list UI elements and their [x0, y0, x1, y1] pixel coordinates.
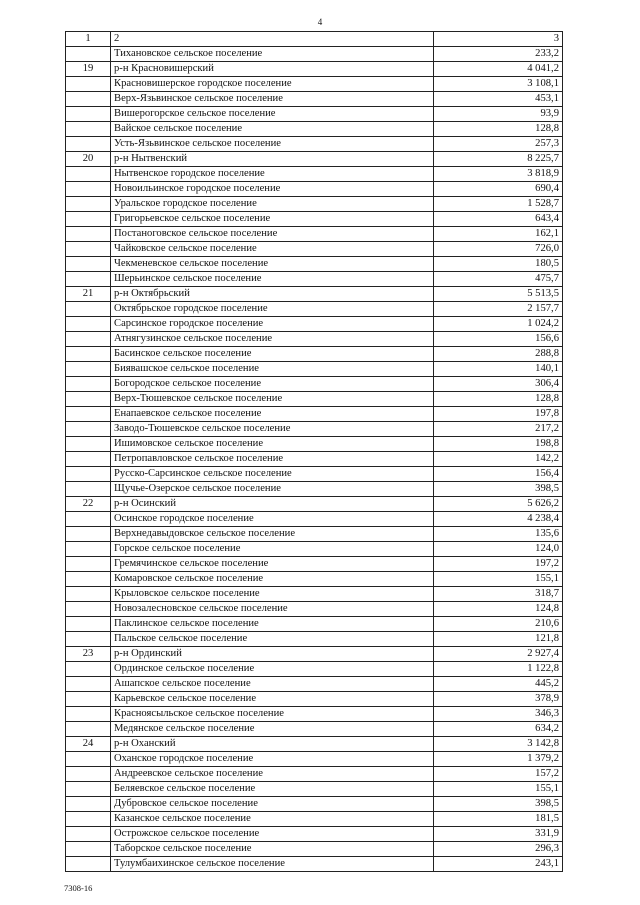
- row-number-cell: 22: [66, 497, 111, 512]
- row-number-cell: [66, 857, 111, 872]
- row-value-cell: 346,3: [434, 707, 563, 722]
- row-name-cell: Комаровское сельское поселение: [111, 572, 434, 587]
- row-value-cell: 5 626,2: [434, 497, 563, 512]
- row-name-cell: Новозалесновское сельское поселение: [111, 602, 434, 617]
- table-row: [66, 662, 563, 677]
- row-value-cell: 156,6: [434, 332, 563, 347]
- row-number-cell: [66, 212, 111, 227]
- row-number-cell: [66, 167, 111, 182]
- row-name-cell: Медянское сельское поселение: [111, 722, 434, 737]
- row-value-cell: 378,9: [434, 692, 563, 707]
- table-row: [66, 212, 563, 227]
- table-row: [66, 92, 563, 107]
- row-number-cell: [66, 827, 111, 842]
- row-number-cell: [66, 527, 111, 542]
- row-value-cell: 124,8: [434, 602, 563, 617]
- document-code: 7308-16: [64, 883, 93, 893]
- row-name-cell: Таборское сельское поселение: [111, 842, 434, 857]
- row-number-cell: [66, 197, 111, 212]
- table-row: [66, 602, 563, 617]
- row-value-cell: 140,1: [434, 362, 563, 377]
- row-number-cell: [66, 797, 111, 812]
- row-name-cell: Паклинское сельское поселение: [111, 617, 434, 632]
- row-number-cell: [66, 362, 111, 377]
- table-row: [66, 557, 563, 572]
- row-number-cell: [66, 722, 111, 737]
- table-row: [66, 542, 563, 557]
- table-row: [66, 422, 563, 437]
- table-row: [66, 137, 563, 152]
- row-number-cell: [66, 767, 111, 782]
- row-number-cell: [66, 182, 111, 197]
- row-value-cell: 4 041,2: [434, 62, 563, 77]
- row-number-cell: [66, 227, 111, 242]
- row-value-cell: 197,8: [434, 407, 563, 422]
- row-number-cell: [66, 812, 111, 827]
- table-header-row: [66, 32, 563, 47]
- row-value-cell: 128,8: [434, 122, 563, 137]
- table-row: [66, 497, 563, 512]
- row-value-cell: 398,5: [434, 797, 563, 812]
- table-row: [66, 47, 563, 62]
- row-number-cell: [66, 482, 111, 497]
- row-value-cell: 4 238,4: [434, 512, 563, 527]
- row-number-cell: [66, 842, 111, 857]
- row-value-cell: 243,1: [434, 857, 563, 872]
- row-name-cell: Вишерогорское сельское поселение: [111, 107, 434, 122]
- table-row: [66, 77, 563, 92]
- row-number-cell: [66, 422, 111, 437]
- row-value-cell: 296,3: [434, 842, 563, 857]
- row-number-cell: [66, 752, 111, 767]
- row-name-cell: Богородское сельское поселение: [111, 377, 434, 392]
- table-row: [66, 467, 563, 482]
- row-number-cell: [66, 692, 111, 707]
- row-name-cell: Крыловское сельское поселение: [111, 587, 434, 602]
- row-value-cell: 181,5: [434, 812, 563, 827]
- row-name-cell: р-н Нытвенский: [111, 152, 434, 167]
- row-value-cell: 128,8: [434, 392, 563, 407]
- row-value-cell: 398,5: [434, 482, 563, 497]
- row-name-cell: Осинское городское поселение: [111, 512, 434, 527]
- table-row: [66, 332, 563, 347]
- row-name-cell: Красновишерское городское поселение: [111, 77, 434, 92]
- row-name-cell: Ашапское сельское поселение: [111, 677, 434, 692]
- row-number-cell: [66, 47, 111, 62]
- row-number-cell: [66, 272, 111, 287]
- row-value-cell: 8 225,7: [434, 152, 563, 167]
- row-value-cell: 690,4: [434, 182, 563, 197]
- page-number: 4: [317, 17, 323, 27]
- table-row: [66, 152, 563, 167]
- row-value-cell: 3 818,9: [434, 167, 563, 182]
- table-row: [66, 122, 563, 137]
- row-value-cell: 2 927,4: [434, 647, 563, 662]
- row-number-cell: [66, 677, 111, 692]
- row-number-cell: 21: [66, 287, 111, 302]
- table-row: [66, 827, 563, 842]
- row-name-cell: Нытвенское городское поселение: [111, 167, 434, 182]
- row-number-cell: [66, 317, 111, 332]
- table-row: [66, 167, 563, 182]
- row-number-cell: [66, 122, 111, 137]
- row-name-cell: р-н Красновишерский: [111, 62, 434, 77]
- row-name-cell: Уральское городское поселение: [111, 197, 434, 212]
- row-name-cell: Постаноговское сельское поселение: [111, 227, 434, 242]
- row-value-cell: 1 528,7: [434, 197, 563, 212]
- table-row: [66, 797, 563, 812]
- table-row: [66, 572, 563, 587]
- table-row: [66, 377, 563, 392]
- row-name-cell: Тулумбаихинское сельское поселение: [111, 857, 434, 872]
- row-value-cell: 318,7: [434, 587, 563, 602]
- row-name-cell: р-н Октябрьский: [111, 287, 434, 302]
- row-number-cell: [66, 137, 111, 152]
- table-body: [66, 47, 563, 872]
- column-header-1: 1: [66, 32, 111, 47]
- row-name-cell: Шерьинское сельское поселение: [111, 272, 434, 287]
- row-name-cell: Чекменевское сельское поселение: [111, 257, 434, 272]
- row-number-cell: 24: [66, 737, 111, 752]
- row-number-cell: [66, 407, 111, 422]
- table-row: [66, 632, 563, 647]
- row-name-cell: Усть-Язьвинское сельское поселение: [111, 137, 434, 152]
- row-name-cell: Октябрьское городское поселение: [111, 302, 434, 317]
- row-number-cell: [66, 347, 111, 362]
- row-name-cell: Андреевское сельское поселение: [111, 767, 434, 782]
- row-name-cell: Беляевское сельское поселение: [111, 782, 434, 797]
- row-number-cell: [66, 257, 111, 272]
- row-value-cell: 124,0: [434, 542, 563, 557]
- row-number-cell: [66, 602, 111, 617]
- row-name-cell: Петропавловское сельское поселение: [111, 452, 434, 467]
- row-name-cell: Гремячинское сельское поселение: [111, 557, 434, 572]
- row-value-cell: 197,2: [434, 557, 563, 572]
- row-name-cell: Щучье-Озерское сельское поселение: [111, 482, 434, 497]
- row-value-cell: 142,2: [434, 452, 563, 467]
- row-number-cell: 23: [66, 647, 111, 662]
- row-number-cell: [66, 467, 111, 482]
- row-name-cell: Чайковское сельское поселение: [111, 242, 434, 257]
- table-row: [66, 227, 563, 242]
- row-value-cell: 121,8: [434, 632, 563, 647]
- table-row: [66, 707, 563, 722]
- table-row: [66, 287, 563, 302]
- table-row: [66, 737, 563, 752]
- row-name-cell: Карьевское сельское поселение: [111, 692, 434, 707]
- row-number-cell: [66, 77, 111, 92]
- table-row: [66, 182, 563, 197]
- row-number-cell: 19: [66, 62, 111, 77]
- row-value-cell: 3 108,1: [434, 77, 563, 92]
- row-name-cell: Красноясыльское сельское поселение: [111, 707, 434, 722]
- row-name-cell: Новоильинское городское поселение: [111, 182, 434, 197]
- row-name-cell: Григорьевское сельское поселение: [111, 212, 434, 227]
- table-row: [66, 677, 563, 692]
- row-number-cell: [66, 557, 111, 572]
- row-name-cell: Вайское сельское поселение: [111, 122, 434, 137]
- row-value-cell: 233,2: [434, 47, 563, 62]
- row-value-cell: 2 157,7: [434, 302, 563, 317]
- row-name-cell: Верхнедавыдовское сельское поселение: [111, 527, 434, 542]
- row-number-cell: [66, 782, 111, 797]
- row-name-cell: Атнягузинское сельское поселение: [111, 332, 434, 347]
- row-name-cell: Биявашское сельское поселение: [111, 362, 434, 377]
- row-value-cell: 155,1: [434, 782, 563, 797]
- row-name-cell: Пальское сельское поселение: [111, 632, 434, 647]
- row-name-cell: Казанское сельское поселение: [111, 812, 434, 827]
- row-number-cell: [66, 632, 111, 647]
- row-value-cell: 198,8: [434, 437, 563, 452]
- row-value-cell: 5 513,5: [434, 287, 563, 302]
- row-name-cell: Ординское сельское поселение: [111, 662, 434, 677]
- row-name-cell: Верх-Язьвинское сельское поселение: [111, 92, 434, 107]
- row-name-cell: Верх-Тюшевское сельское поселение: [111, 392, 434, 407]
- row-value-cell: 288,8: [434, 347, 563, 362]
- row-number-cell: [66, 332, 111, 347]
- row-number-cell: [66, 92, 111, 107]
- row-value-cell: 306,4: [434, 377, 563, 392]
- table-row: [66, 752, 563, 767]
- row-value-cell: 634,2: [434, 722, 563, 737]
- row-number-cell: [66, 662, 111, 677]
- table-row: [66, 62, 563, 77]
- row-name-cell: р-н Осинский: [111, 497, 434, 512]
- table-row: [66, 512, 563, 527]
- column-header-2: 2: [111, 32, 434, 47]
- row-number-cell: [66, 302, 111, 317]
- table-row: [66, 527, 563, 542]
- row-value-cell: 210,6: [434, 617, 563, 632]
- row-value-cell: 3 142,8: [434, 737, 563, 752]
- table-row: [66, 647, 563, 662]
- table-row: [66, 317, 563, 332]
- row-number-cell: [66, 452, 111, 467]
- row-name-cell: Оханское городское поселение: [111, 752, 434, 767]
- table-row: [66, 812, 563, 827]
- row-number-cell: [66, 617, 111, 632]
- row-value-cell: 726,0: [434, 242, 563, 257]
- row-name-cell: Горское сельское поселение: [111, 542, 434, 557]
- row-value-cell: 257,3: [434, 137, 563, 152]
- row-name-cell: Заводо-Тюшевское сельское поселение: [111, 422, 434, 437]
- row-value-cell: 135,6: [434, 527, 563, 542]
- row-name-cell: Сарсинское городское поселение: [111, 317, 434, 332]
- table-row: [66, 842, 563, 857]
- row-value-cell: 157,2: [434, 767, 563, 782]
- row-number-cell: [66, 542, 111, 557]
- row-value-cell: 475,7: [434, 272, 563, 287]
- row-value-cell: 1 024,2: [434, 317, 563, 332]
- row-value-cell: 156,4: [434, 467, 563, 482]
- row-number-cell: [66, 377, 111, 392]
- table-row: [66, 362, 563, 377]
- row-number-cell: [66, 392, 111, 407]
- row-name-cell: Русско-Сарсинское сельское поселение: [111, 467, 434, 482]
- row-name-cell: Ишимовское сельское поселение: [111, 437, 434, 452]
- table-row: [66, 617, 563, 632]
- table-row: [66, 347, 563, 362]
- row-number-cell: [66, 707, 111, 722]
- row-name-cell: Тихановское сельское поселение: [111, 47, 434, 62]
- table-row: [66, 107, 563, 122]
- table-row: [66, 692, 563, 707]
- row-number-cell: [66, 512, 111, 527]
- row-value-cell: 155,1: [434, 572, 563, 587]
- row-value-cell: 162,1: [434, 227, 563, 242]
- table-row: [66, 722, 563, 737]
- row-number-cell: [66, 572, 111, 587]
- table-row: [66, 782, 563, 797]
- table-row: [66, 302, 563, 317]
- row-value-cell: 453,1: [434, 92, 563, 107]
- row-value-cell: 1 379,2: [434, 752, 563, 767]
- table-row: [66, 407, 563, 422]
- table-row: [66, 587, 563, 602]
- column-header-3: 3: [434, 32, 563, 47]
- table-row: [66, 272, 563, 287]
- row-name-cell: р-н Ординский: [111, 647, 434, 662]
- table-row: [66, 197, 563, 212]
- table-row: [66, 392, 563, 407]
- row-number-cell: [66, 242, 111, 257]
- row-name-cell: Острожское сельское поселение: [111, 827, 434, 842]
- row-value-cell: 331,9: [434, 827, 563, 842]
- row-name-cell: Дубровское сельское поселение: [111, 797, 434, 812]
- row-name-cell: Енапаевское сельское поселение: [111, 407, 434, 422]
- row-value-cell: 180,5: [434, 257, 563, 272]
- row-value-cell: 93,9: [434, 107, 563, 122]
- row-number-cell: [66, 107, 111, 122]
- row-number-cell: 20: [66, 152, 111, 167]
- row-value-cell: 217,2: [434, 422, 563, 437]
- row-value-cell: 643,4: [434, 212, 563, 227]
- table-row: [66, 767, 563, 782]
- row-number-cell: [66, 437, 111, 452]
- table-row: [66, 257, 563, 272]
- table-row: [66, 482, 563, 497]
- table-row: [66, 857, 563, 872]
- row-value-cell: 1 122,8: [434, 662, 563, 677]
- table-row: [66, 437, 563, 452]
- table-row: [66, 242, 563, 257]
- data-table: [65, 31, 563, 872]
- row-name-cell: р-н Оханский: [111, 737, 434, 752]
- row-value-cell: 445,2: [434, 677, 563, 692]
- table-row: [66, 452, 563, 467]
- row-name-cell: Басинское сельское поселение: [111, 347, 434, 362]
- row-number-cell: [66, 587, 111, 602]
